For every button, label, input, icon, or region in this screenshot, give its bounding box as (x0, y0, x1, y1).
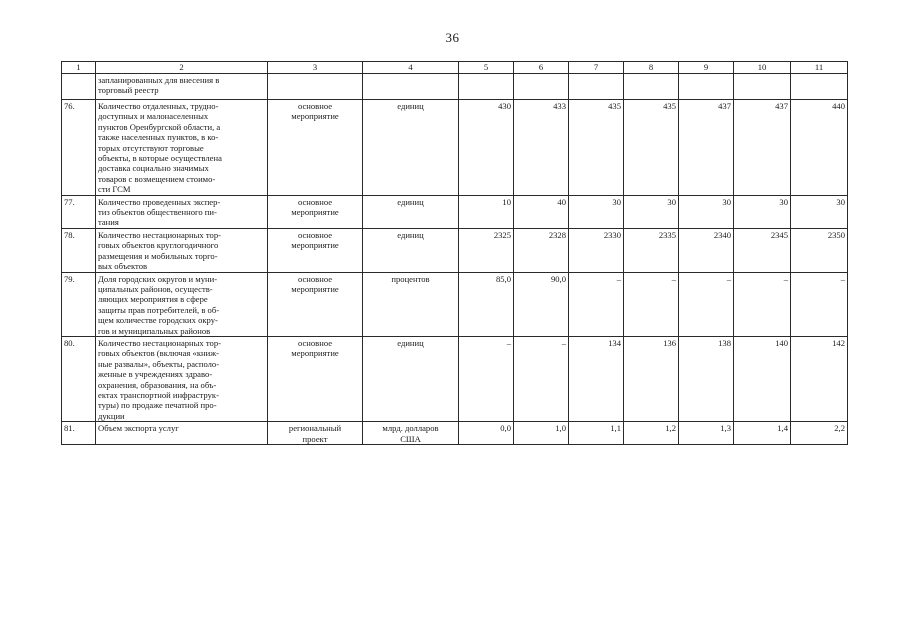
description-line: Количество нестационарных тор- (98, 229, 221, 240)
description-line: сти ГСМ (98, 184, 131, 195)
description-line: тания (98, 217, 119, 228)
row-value: 40 (514, 195, 569, 228)
type-line: мероприятие (291, 240, 339, 251)
row-value: 2,2 (791, 422, 848, 445)
table-row (62, 272, 848, 336)
description-line: объекты, в которые осуществлена (98, 153, 222, 164)
description-line: защиты прав потребителей, в об- (98, 304, 220, 315)
row-value: – (791, 272, 848, 336)
column-header: 8 (624, 62, 679, 74)
unit-line: единиц (397, 101, 424, 111)
indicators-table (61, 61, 848, 445)
unit-line: единиц (397, 229, 424, 240)
row-value: 1,4 (734, 422, 791, 445)
row-description (96, 228, 268, 272)
table-row (62, 195, 848, 228)
row-value: 433 (514, 100, 569, 196)
unit-line: единиц (397, 337, 424, 348)
type-line: проект (302, 433, 328, 444)
row-type (268, 272, 363, 336)
row-number: 77. (62, 195, 96, 228)
column-header: 6 (514, 62, 569, 74)
row-value: 140 (734, 336, 791, 421)
description-line: доступных и малонаселенных (98, 111, 209, 122)
unit-line: млрд. долларов (382, 423, 439, 434)
row-type (268, 100, 363, 196)
row-value: 435 (569, 100, 624, 196)
description-line: Объем экспорта услуг (98, 423, 179, 434)
row-number: 81. (62, 422, 96, 445)
row-value: 2330 (569, 228, 624, 272)
row-number: 76. (62, 100, 96, 196)
description-line: вых объектов (98, 261, 148, 272)
row-value: 30 (624, 195, 679, 228)
page-number: 36 (445, 30, 460, 45)
unit-line: единиц (397, 196, 424, 207)
row-value (679, 74, 734, 100)
description-line: щем количестве городских окру- (98, 315, 218, 326)
row-type (268, 336, 363, 421)
column-header: 1 (62, 62, 96, 74)
row-unit (363, 422, 459, 445)
description-line: торых отсутствуют торговые (98, 142, 204, 153)
type-line: мероприятие (291, 283, 339, 294)
row-type (268, 228, 363, 272)
table-row (62, 228, 848, 272)
unit-line: США (400, 433, 421, 444)
row-unit (363, 74, 459, 100)
row-number: 78. (62, 228, 96, 272)
row-value: 30 (734, 195, 791, 228)
row-value: 30 (569, 195, 624, 228)
row-value: 440 (791, 100, 848, 196)
row-value (459, 74, 514, 100)
row-value (624, 74, 679, 100)
description-line: туры) по продаже печатной про- (98, 400, 217, 411)
row-value: – (514, 336, 569, 421)
table-body (62, 74, 848, 445)
row-value: 2325 (459, 228, 514, 272)
row-value: 2345 (734, 228, 791, 272)
column-header: 10 (734, 62, 791, 74)
row-description (96, 422, 268, 445)
type-line: основное (297, 196, 333, 207)
row-value: 134 (569, 336, 624, 421)
description-line: говых объектов круглогодичного (98, 240, 219, 251)
row-number (62, 74, 96, 100)
row-value: 1,0 (514, 422, 569, 445)
unit-line: процентов (391, 273, 430, 284)
row-value: 2335 (624, 228, 679, 272)
row-value: 1,2 (624, 422, 679, 445)
type-line: мероприятие (291, 111, 339, 122)
row-unit (363, 336, 459, 421)
continuation-row (62, 74, 848, 100)
column-header: 2 (96, 62, 268, 74)
column-header: 3 (268, 62, 363, 74)
row-value: 2340 (679, 228, 734, 272)
row-value: 435 (624, 100, 679, 196)
description-line: пунктов Оренбургской области, а (98, 121, 221, 132)
type-line: основное (297, 273, 333, 284)
column-header: 5 (459, 62, 514, 74)
table-row (62, 422, 848, 445)
description-line: также населенных пунктов, в ко- (98, 132, 219, 143)
row-value: 1,3 (679, 422, 734, 445)
row-number: 79. (62, 272, 96, 336)
row-description (96, 336, 268, 421)
row-value: – (679, 272, 734, 336)
description-line: товаров с возмещением стоимо- (98, 173, 216, 184)
description-line: говых объектов (включая «книж- (98, 348, 219, 359)
description-line: дукции (98, 410, 125, 421)
row-value: 30 (791, 195, 848, 228)
row-unit (363, 100, 459, 196)
row-description (96, 272, 268, 336)
row-value: – (624, 272, 679, 336)
row-value: 85,0 (459, 272, 514, 336)
row-description (96, 195, 268, 228)
row-value (734, 74, 791, 100)
type-line: мероприятие (291, 207, 339, 218)
column-header: 4 (363, 62, 459, 74)
row-value: 138 (679, 336, 734, 421)
description-line: Количество проведенных экспер- (98, 196, 221, 207)
description-line: ляющих мероприятия в сфере (98, 294, 208, 305)
type-line: основное (297, 337, 333, 348)
row-value: 30 (679, 195, 734, 228)
row-value: – (734, 272, 791, 336)
description-line: доставка социально значимых (98, 163, 209, 174)
table-row (62, 336, 848, 421)
row-value: 10 (459, 195, 514, 228)
description-line: Количество отдаленных, трудно- (98, 101, 219, 111)
row-value: 0,0 (459, 422, 514, 445)
row-description (96, 100, 268, 196)
row-value (791, 74, 848, 100)
row-value: 2350 (791, 228, 848, 272)
row-unit (363, 228, 459, 272)
row-value: 90,0 (514, 272, 569, 336)
row-value: – (569, 272, 624, 336)
column-header: 7 (569, 62, 624, 74)
row-value (569, 74, 624, 100)
table-row (62, 100, 848, 196)
row-number: 80. (62, 336, 96, 421)
row-type (268, 195, 363, 228)
column-header: 9 (679, 62, 734, 74)
row-description (96, 74, 268, 100)
row-value: – (459, 336, 514, 421)
row-type (268, 422, 363, 445)
row-unit (363, 272, 459, 336)
row-value: 2328 (514, 228, 569, 272)
type-line: основное (297, 101, 333, 111)
column-number-header-row (62, 62, 848, 74)
row-value: 437 (679, 100, 734, 196)
row-type (268, 74, 363, 100)
column-header: 11 (791, 62, 848, 74)
description-line: ципальных районов, осуществ- (98, 283, 213, 294)
description-line: женные в учреждениях здраво- (98, 369, 213, 380)
description-line: Количество нестационарных тор- (98, 337, 221, 348)
row-value: 142 (791, 336, 848, 421)
type-line: региональный (288, 423, 342, 434)
description-line: Доля городских округов и муни- (98, 273, 218, 284)
description-line: ные развалы», объекты, располо- (98, 358, 220, 369)
row-unit (363, 195, 459, 228)
description-line: ектах транспортной инфраструк- (98, 389, 219, 400)
description-line: торговый реестр (98, 85, 159, 96)
row-value: 136 (624, 336, 679, 421)
row-value: 430 (459, 100, 514, 196)
type-line: мероприятие (291, 348, 339, 359)
description-line: запланированных для внесения в (98, 75, 220, 85)
description-line: тиз объектов общественного пи- (98, 207, 217, 218)
description-line: гов и муниципальных районов (98, 325, 211, 336)
row-value (514, 74, 569, 100)
description-line: размещения и мобильных торго- (98, 250, 218, 261)
row-value: 437 (734, 100, 791, 196)
type-line: основное (297, 229, 333, 240)
description-line: охранения, образования, на объ- (98, 379, 217, 390)
row-value: 1,1 (569, 422, 624, 445)
